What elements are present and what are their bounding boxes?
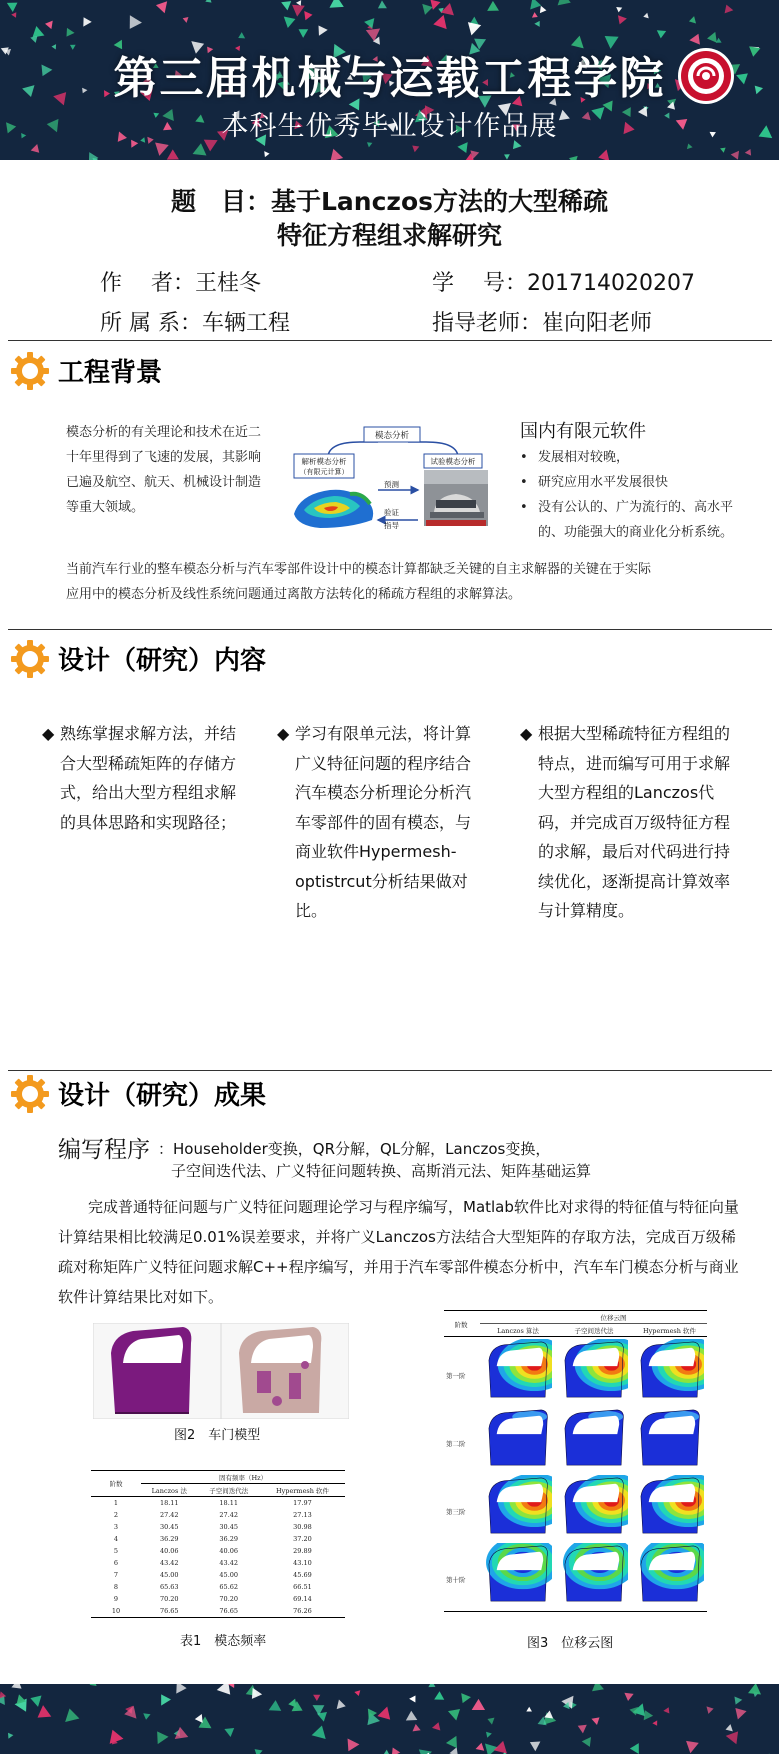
table-cell: 18.11 [219,1499,239,1507]
table-cell: 30.45 [219,1523,239,1531]
top-banner [0,0,779,160]
content-text: 熟练掌握求解方法，并结合大型稀疏矩阵的存储方式，给出大型方程组求解的具体思路和实现路径； [60,724,237,832]
displacement-contour-grid [444,1310,707,1612]
student-id-label: 学 号： [432,271,527,296]
content-text: 学习有限单元法，将计算广义特征问题的程序结合汽车模态分析理论分析汽车零部件的固有模态，与商业软件Hypermesh-optistrcut分析结果做对比。 [295,724,472,920]
department: 车辆工程 [202,311,291,336]
table-cell: 29.89 [293,1547,312,1555]
diagram-left-sub: （有限元计算） [299,468,349,476]
table-cell: 76.65 [198,1605,260,1618]
table-cell: 45.69 [293,1571,312,1579]
table-row [91,1497,345,1510]
table-cell: 30.45 [159,1523,179,1531]
software-title: 国内有限元软件 [520,421,646,442]
author-row [100,266,261,297]
table-header: 阶数 [91,1471,141,1497]
grid-row-label: 第十阶 [446,1576,466,1584]
diagram-guide-label: 指导 [384,521,399,530]
fe-car-model [294,490,373,528]
contour-plot [484,1475,552,1537]
test-rig-photo [424,470,488,526]
table-cell: 8 [113,1583,119,1591]
grid-header: Hypermesh 软件 [642,1327,697,1335]
grid-row-label: 第二阶 [446,1440,466,1448]
department-row [100,306,290,337]
content-text: 根据大型稀疏特征方程组的特点，进而编写可用于求解大型方程组的Lanczos代码，并完成百万级特征方程的求解，最后对代码进行持续优化，逐渐提高计算效率与计算精度。 [538,724,731,920]
table-cell: 27.13 [293,1511,312,1519]
table-cell: 69.14 [293,1595,312,1603]
bottom-banner [0,1684,779,1754]
table-header: Lanczos 法 [141,1484,198,1497]
project-title-line2: 特征方程组求解研究 [276,221,502,250]
program-label: 编写程序 [58,1137,150,1163]
contour-plot [484,1543,552,1605]
table-cell: 5 [113,1547,119,1555]
table-cell: 37.20 [293,1535,312,1543]
grid-header: 阶数 [454,1321,468,1329]
student-id-row [432,266,695,297]
background-bottom-text: 当前汽车行业的整车模态分析与汽车零部件设计中的模态计算都缺乏关键的自主求解器的关键在于实际应用中的模态分析及线性系统问题通过离散方法转化的稀疏方程组的求解算法。 [66,562,652,602]
grid-header: 子空间迭代法 [574,1327,614,1335]
section-title: 设计（研究）内容 [58,646,267,676]
content-column-1 [42,719,238,837]
table-cell: 65.63 [159,1583,179,1591]
contour-plot [636,1543,704,1605]
door-model-inner [239,1327,321,1413]
table-cell: 6 [113,1559,119,1567]
table-cell: 9 [113,1595,119,1603]
background-intro-text: 模态分析的有关理论和技术在近二十年里得到了飞速的发展，其影响已遍及航空、航天、机械设计制造等重大领域。 [66,425,262,515]
table-row [91,1605,345,1618]
program-list-line2: 子空间迭代法、广义特征问题转换、高斯消元法、矩阵基础运算 [171,1162,592,1180]
diamond-bullet-icon: ◆ [277,724,290,743]
department-label: 所 属 系： [100,311,202,336]
table-cell: 70.20 [219,1595,239,1603]
diagram-left-label: 解析模态分析 [301,457,347,466]
table-cell: 4 [113,1535,119,1543]
frequency-table-wrap [91,1470,345,1618]
table-row [91,1545,345,1557]
table-cell: 1 [113,1499,119,1507]
table-header: 子空间迭代法 [198,1484,260,1497]
table-cell: 36.29 [159,1535,179,1543]
table-cell: 2 [113,1511,119,1519]
contour-plot [560,1407,628,1469]
table-cell: 45.00 [219,1571,239,1579]
diagram-predict-label: 预测 [384,480,399,489]
diagram-right-label: 试验模态分析 [430,457,476,466]
banner-title: 第三届机械与运载工程学院 [113,53,666,104]
program-list-line1: ：Householder变换，QR分解，QL分解，Lanczos变换， [158,1140,551,1158]
advisor-label: 指导老师： [432,311,543,336]
table-cell: 17.97 [293,1499,312,1507]
table-cell: 40.06 [159,1547,179,1555]
software-points [520,445,750,545]
door-model-figure [93,1323,349,1419]
section-title: 工程背景 [58,358,163,388]
table-cell: 27.42 [219,1511,239,1519]
diamond-bullet-icon: ◆ [520,724,533,743]
table-row [91,1509,345,1521]
divider [8,629,772,630]
table-cell: 65.62 [219,1583,239,1591]
fig3-caption: 图3 位移云图 [527,1636,614,1651]
confetti-pattern [0,1684,779,1754]
door-model-purple [111,1327,191,1413]
table-row [91,1569,345,1581]
grid-header: 位移云图 [600,1314,627,1322]
grid-row-label: 第一阶 [446,1372,466,1380]
frequency-table [91,1470,345,1618]
grid-row-label: 第三阶 [446,1508,466,1516]
table-cell: 18.11 [159,1499,179,1507]
table-cell: 76.65 [141,1605,198,1618]
contour-plot [560,1543,628,1605]
fig2-caption: 图2 车门模型 [174,1428,261,1443]
table-cell: 27.42 [159,1511,179,1519]
school-logo-icon [676,46,736,106]
contour-plot [636,1407,704,1469]
gear-icon [8,1072,52,1116]
diamond-bullet-icon: ◆ [42,724,55,743]
table-row [91,1521,345,1533]
table-cell: 43.10 [293,1559,312,1567]
contour-plot [484,1407,552,1469]
table-row [91,1557,345,1569]
table-cell: 45.00 [159,1571,179,1579]
table-cell: 40.06 [219,1547,239,1555]
table-cell: 7 [113,1571,119,1579]
modal-analysis-diagram [290,424,496,534]
table-cell: 43.42 [159,1559,179,1567]
banner-subtitle: 本科生优秀毕业设计作品展 [221,111,558,142]
results-paragraph: 完成普通特征问题与广义特征问题理论学习与程序编写，Matlab软件比对求得的特征值与特征向量计算结果相比较满足0.01%误差要求，并将广义Lanczos方法结合大型矩阵的存取方法，完成百万级稀疏对称矩阵广义特征问题求解C++程序编写，并用于汽车零部件模态分析中，汽车车门模态分析与商业软件计算结果比对如下。 [58,1198,739,1306]
list-item: • 研究应用水平发展很快 [520,470,750,495]
table-cell: 43.42 [219,1559,239,1567]
diagram-verify-label: 验证 [384,508,399,517]
table-cell: 3 [113,1523,119,1531]
student-id: 201714020207 [527,271,695,296]
list-item: • 没有公认的、广为流行的、高水平的、功能强大的商业化分析系统。 [520,495,750,545]
contour-plot [560,1339,628,1401]
list-item: • 发展相对较晚， [520,445,750,470]
contour-plot [636,1339,704,1401]
table-cell: 10 [91,1605,141,1618]
author-label: 作 者： [100,271,195,296]
content-column-2 [277,719,473,926]
table-cell: 70.20 [159,1595,179,1603]
table-header: Hypermesh 软件 [260,1484,345,1497]
section-title: 设计（研究）成果 [58,1081,267,1111]
content-column-3 [520,719,736,926]
gear-icon [8,637,52,681]
contour-plot [636,1475,704,1537]
table-cell: 36.29 [219,1535,239,1543]
table-header: 固有频率（Hz） [141,1471,345,1484]
table1-caption: 表1 模态频率 [180,1634,267,1649]
divider [8,340,772,341]
project-title-line1: 题 目：基于Lanczos方法的大型稀疏 [170,187,609,216]
contour-plot [484,1339,552,1401]
contour-plot [560,1475,628,1537]
table-row [91,1593,345,1605]
advisor: 崔向阳老师 [542,311,653,336]
author-name: 王桂冬 [195,271,262,296]
grid-header: Lanczos 算法 [497,1327,539,1335]
table-row [91,1533,345,1545]
advisor-row [432,306,652,337]
table-cell: 30.98 [293,1523,312,1531]
gear-icon [8,349,52,393]
table-cell: 76.26 [260,1605,345,1618]
table-row [91,1581,345,1593]
divider [8,1070,772,1071]
diagram-top-label: 模态分析 [374,431,410,441]
table-cell: 66.51 [293,1583,312,1591]
